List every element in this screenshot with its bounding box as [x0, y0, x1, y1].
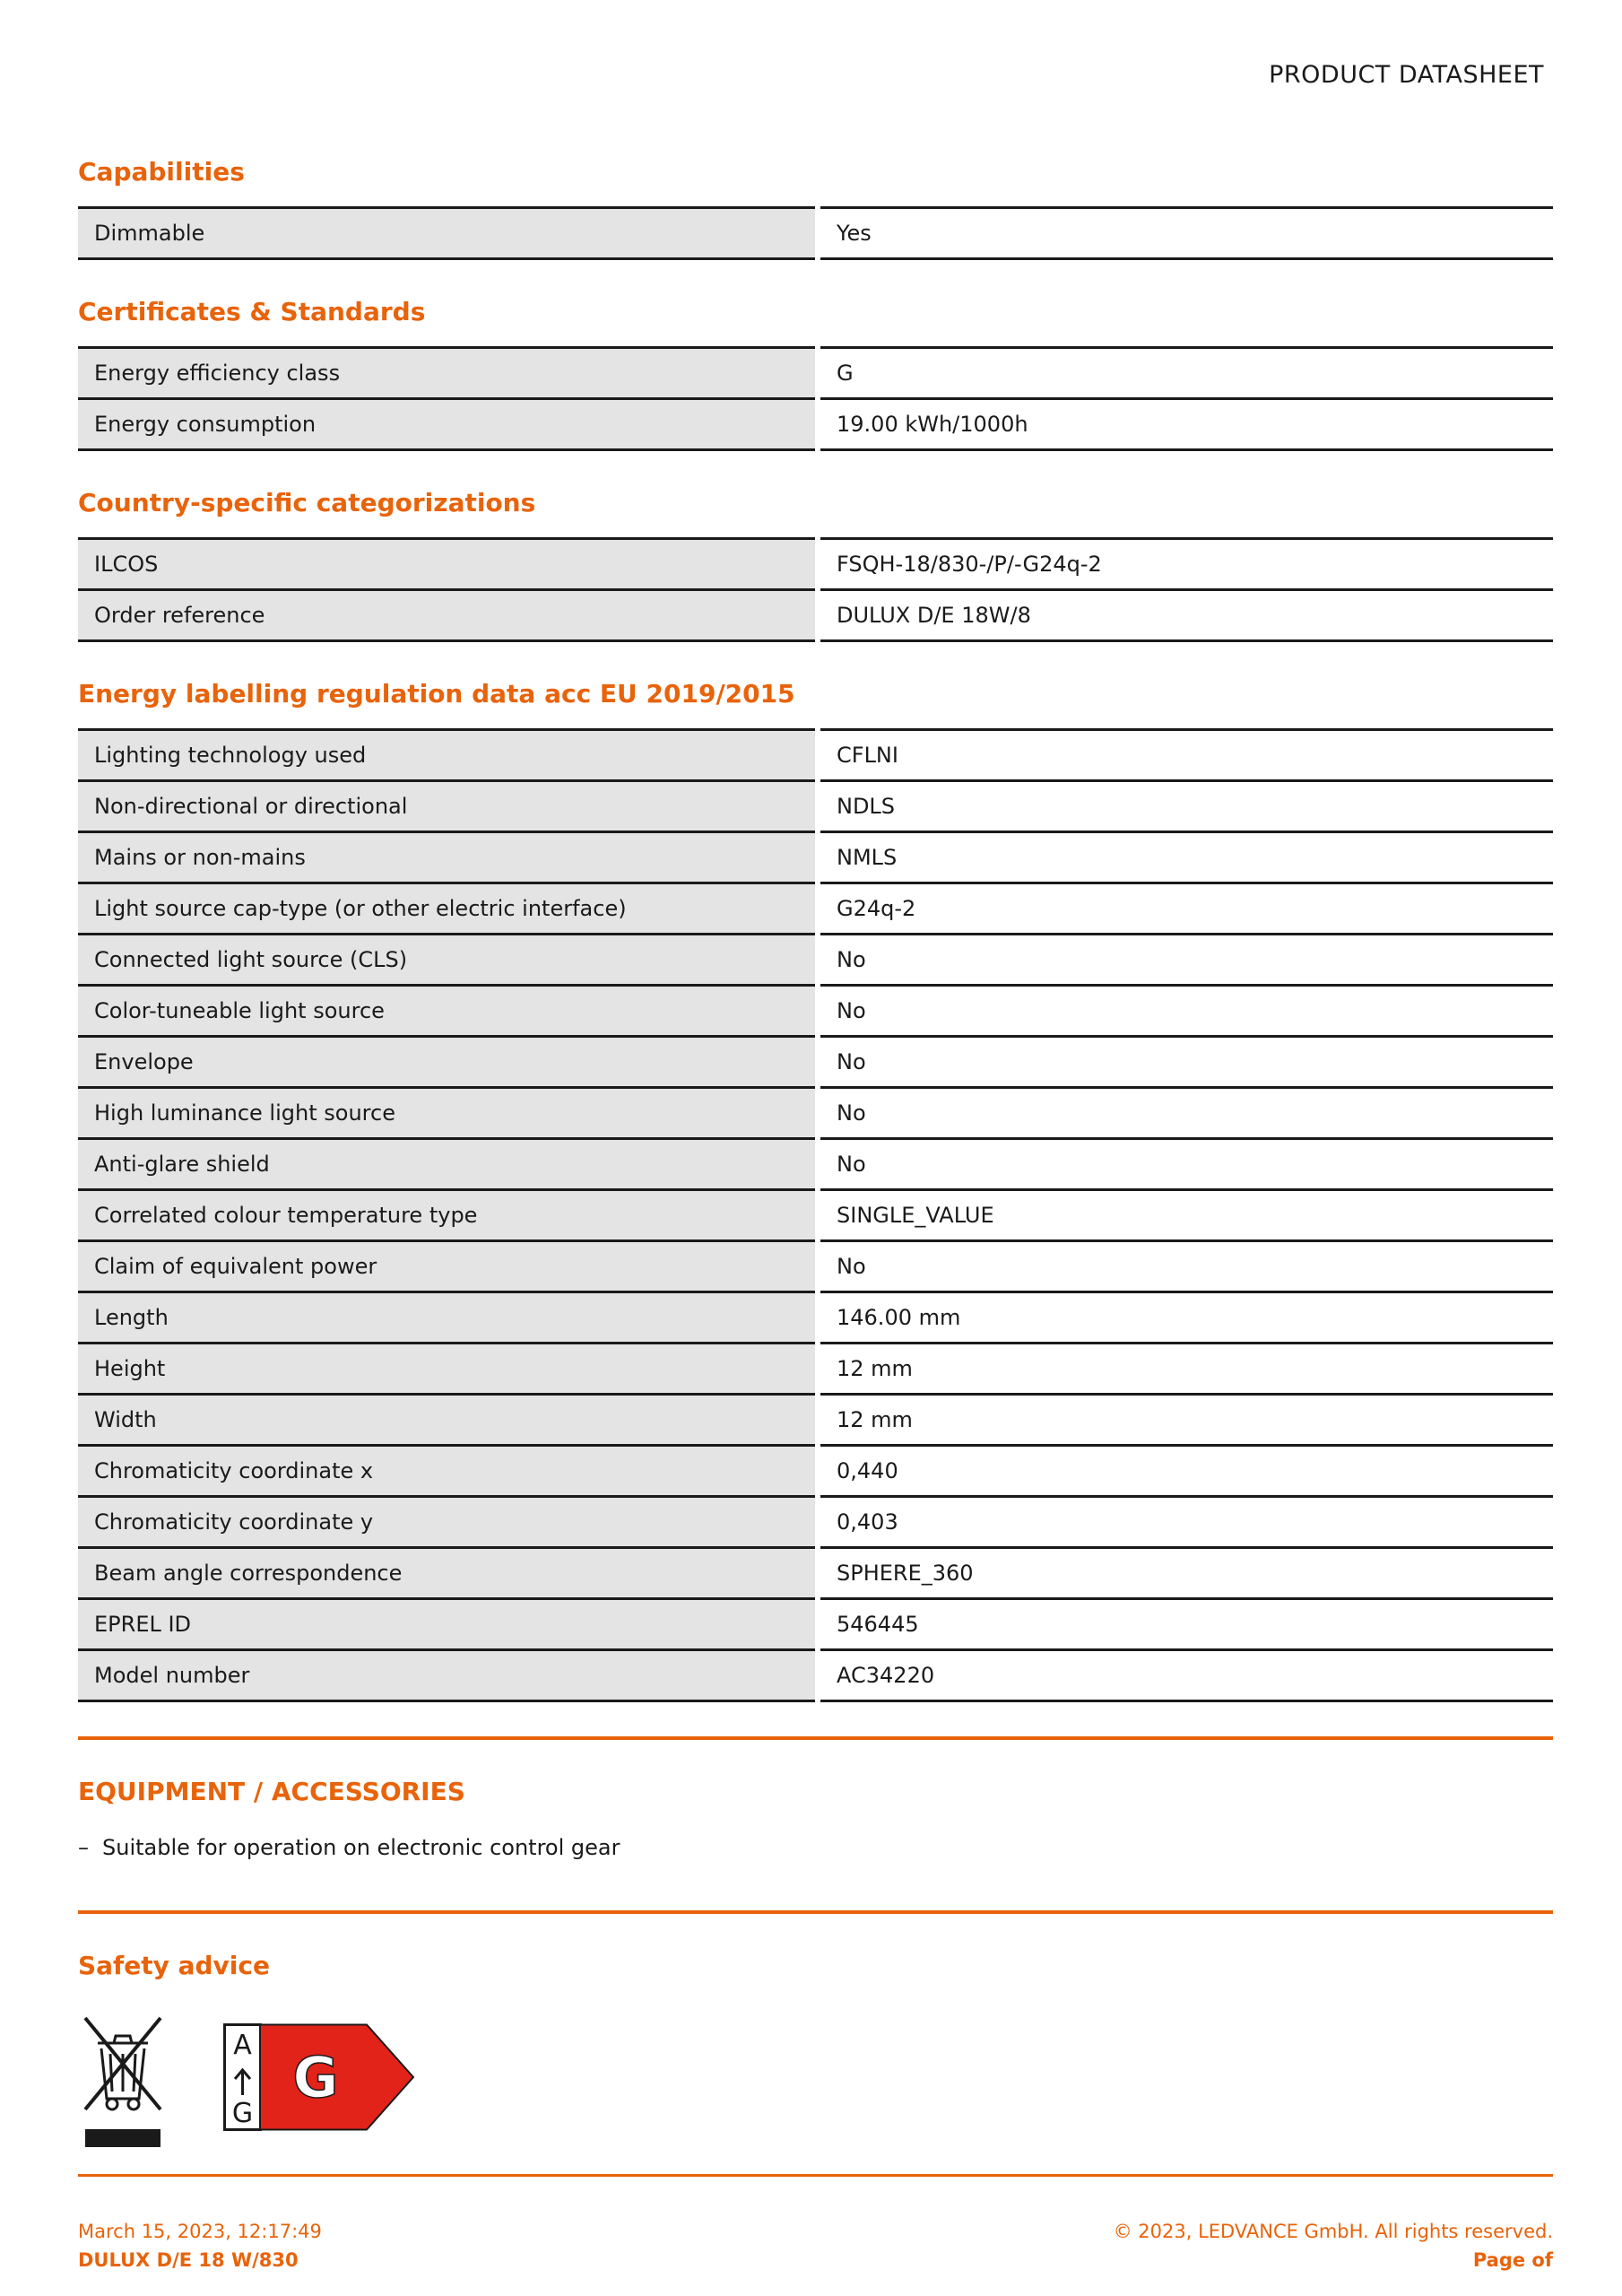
- row-label: Chromaticity coordinate x: [78, 1446, 818, 1497]
- row-label: Beam angle correspondence: [78, 1548, 818, 1599]
- row-label: Energy efficiency class: [78, 348, 818, 399]
- weee-crossed-bin-icon: [78, 2009, 168, 2152]
- table-row: [78, 1497, 1553, 1548]
- table-row: [78, 1037, 1553, 1088]
- table-row: [78, 1088, 1553, 1139]
- row-label: Height: [78, 1344, 818, 1395]
- row-value: AC34220: [818, 1650, 1553, 1701]
- row-label: Light source cap-type (or other electric interface): [78, 883, 818, 935]
- row-value: No: [818, 1037, 1553, 1088]
- row-value: 0,403: [818, 1497, 1553, 1548]
- row-value: SPHERE_360: [818, 1548, 1553, 1599]
- certificates-title: Certificates & Standards: [78, 297, 426, 326]
- table-row: [78, 1548, 1553, 1599]
- capabilities-section: [78, 154, 1553, 260]
- row-label: Length: [78, 1292, 818, 1344]
- table-row: [78, 1395, 1553, 1446]
- document-title: PRODUCT DATASHEET: [1269, 61, 1544, 89]
- table-row: [78, 1139, 1553, 1190]
- row-value: 12 mm: [818, 1395, 1553, 1446]
- energy-labelling-section: [78, 676, 1553, 1702]
- row-label: Order reference: [78, 590, 818, 641]
- equipment-section: [78, 1774, 1553, 1860]
- energy-scale-bottom: G: [231, 2098, 254, 2129]
- row-value: No: [818, 986, 1553, 1037]
- table-row: [78, 1190, 1553, 1241]
- table-row: [78, 539, 1553, 590]
- row-label: Anti-glare shield: [78, 1139, 818, 1190]
- row-value: No: [818, 1088, 1553, 1139]
- footer-page-number: Page of: [1472, 2249, 1553, 2271]
- row-value: DULUX D/E 18W/8: [818, 590, 1553, 641]
- table-row: [78, 1292, 1553, 1344]
- country-section: [78, 485, 1553, 642]
- row-label: Lighting technology used: [78, 730, 818, 781]
- list-item-text: Suitable for operation on electronic control gear: [102, 1835, 620, 1860]
- row-value: FSQH-18/830-/P/-G24q-2: [818, 539, 1553, 590]
- table-row: [78, 1599, 1553, 1650]
- table-row: [78, 399, 1553, 450]
- main-content: [78, 154, 1553, 2161]
- row-label: Connected light source (CLS): [78, 935, 818, 986]
- table-row: [78, 781, 1553, 832]
- table-row: [78, 1241, 1553, 1292]
- certificates-section: [78, 294, 1553, 451]
- footer-divider: [78, 2174, 1553, 2177]
- row-value: G: [818, 348, 1553, 399]
- row-value: No: [818, 1241, 1553, 1292]
- row-label: Claim of equivalent power: [78, 1241, 818, 1292]
- row-label: Chromaticity coordinate y: [78, 1497, 818, 1548]
- row-value: NDLS: [818, 781, 1553, 832]
- row-value: CFLNI: [818, 730, 1553, 781]
- capabilities-title: Capabilities: [78, 157, 245, 187]
- table-row: [78, 883, 1553, 935]
- table-row: [78, 986, 1553, 1037]
- table-row: [78, 730, 1553, 781]
- table-row: [78, 348, 1553, 399]
- capabilities-table: [78, 206, 1553, 260]
- footer-product: DULUX D/E 18 W/830: [78, 2249, 299, 2271]
- row-label: High luminance light source: [78, 1088, 818, 1139]
- row-value: 19.00 kWh/1000h: [818, 399, 1553, 450]
- safety-title: Safety advice: [78, 1951, 270, 1980]
- table-row: [78, 208, 1553, 259]
- table-row: [78, 935, 1553, 986]
- row-label: Width: [78, 1395, 818, 1446]
- row-value: G24q-2: [818, 883, 1553, 935]
- row-value: No: [818, 1139, 1553, 1190]
- row-value: NMLS: [818, 832, 1553, 883]
- table-row: [78, 832, 1553, 883]
- energy-class-label-icon: [223, 2023, 416, 2131]
- row-value: 12 mm: [818, 1344, 1553, 1395]
- row-label: Model number: [78, 1650, 818, 1701]
- page-footer: [78, 2217, 1553, 2274]
- certificates-table: [78, 346, 1553, 451]
- energy-class-letter: G: [292, 2045, 339, 2110]
- energy-scale-top: A: [233, 2030, 252, 2061]
- row-label: EPREL ID: [78, 1599, 818, 1650]
- country-table: [78, 537, 1553, 642]
- row-label: ILCOS: [78, 539, 818, 590]
- footer-copyright: © 2023, LEDVANCE GmbH. All rights reserved.: [1113, 2221, 1553, 2242]
- country-title: Country-specific categorizations: [78, 488, 536, 517]
- table-row: [78, 1650, 1553, 1701]
- footer-date: March 15, 2023, 12:17:49: [78, 2221, 322, 2242]
- row-label: Non-directional or directional: [78, 781, 818, 832]
- section-divider: [78, 1910, 1553, 1914]
- equipment-title: EQUIPMENT / ACCESSORIES: [78, 1777, 465, 1806]
- row-value: 0,440: [818, 1446, 1553, 1497]
- energy-labelling-title: Energy labelling regulation data acc EU 2019/2015: [78, 679, 795, 709]
- safety-section: [78, 1948, 1553, 2161]
- row-label: Color-tuneable light source: [78, 986, 818, 1037]
- row-value: SINGLE_VALUE: [818, 1190, 1553, 1241]
- table-row: [78, 590, 1553, 641]
- row-value: No: [818, 935, 1553, 986]
- table-row: [78, 1446, 1553, 1497]
- row-label: Energy consumption: [78, 399, 818, 450]
- row-value: 546445: [818, 1599, 1553, 1650]
- energy-labelling-table: [78, 728, 1553, 1702]
- safety-icons: [78, 2009, 1553, 2161]
- list-item: [78, 1835, 1553, 1860]
- table-row: [78, 1344, 1553, 1395]
- row-value: Yes: [818, 208, 1553, 259]
- row-value: 146.00 mm: [818, 1292, 1553, 1344]
- row-label: Dimmable: [78, 208, 818, 259]
- row-label: Envelope: [78, 1037, 818, 1088]
- row-label: Correlated colour temperature type: [78, 1190, 818, 1241]
- section-divider: [78, 1736, 1553, 1740]
- row-label: Mains or non-mains: [78, 832, 818, 883]
- bullet-dash: –: [78, 1835, 89, 1860]
